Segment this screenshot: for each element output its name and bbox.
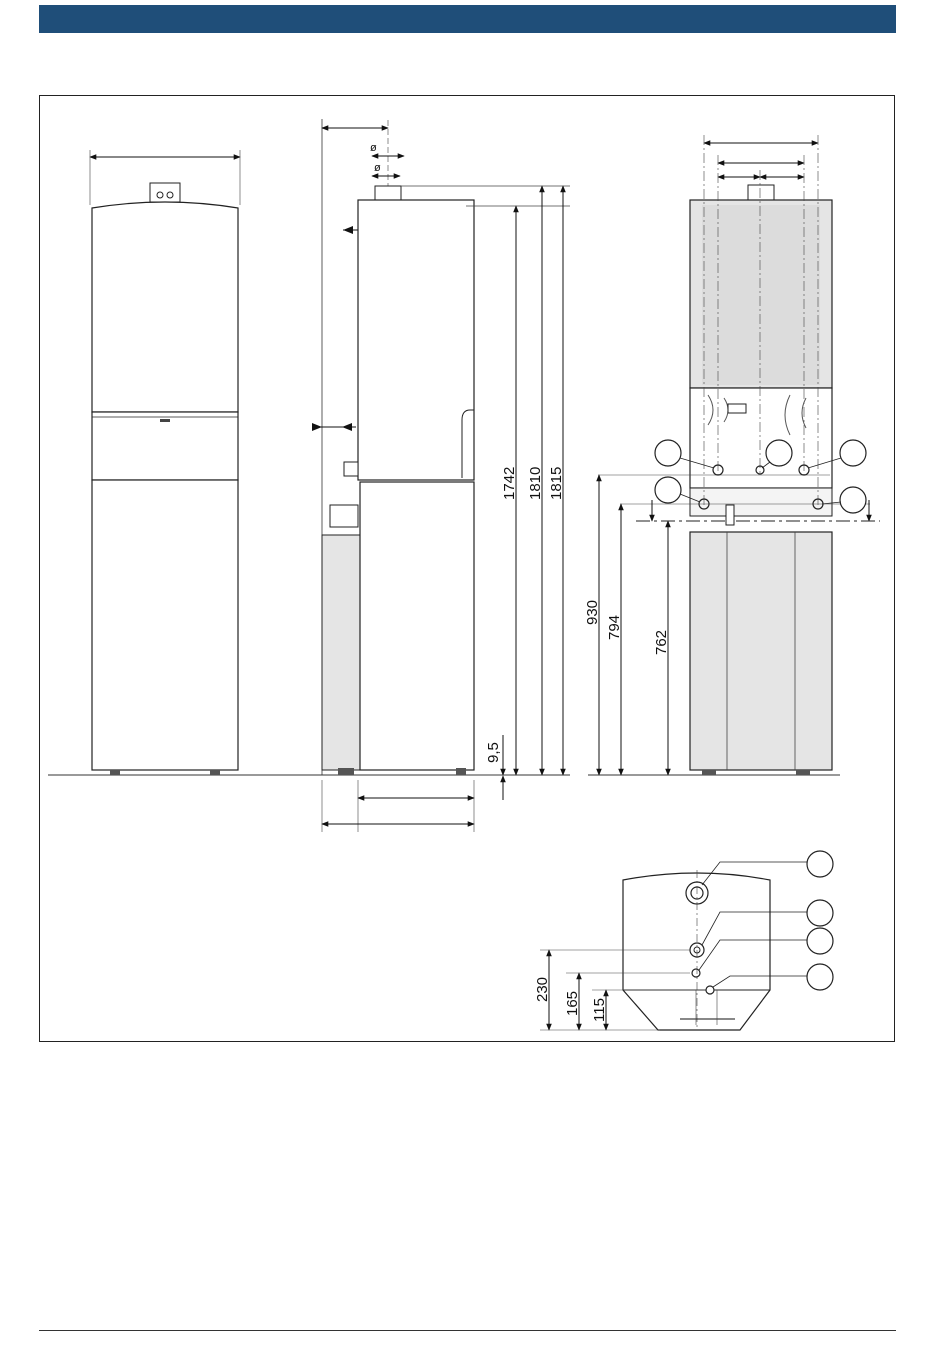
base-view [534, 851, 833, 1030]
side-flue-connector [375, 186, 401, 200]
callout-circle-8 [807, 928, 833, 954]
label-1815: 1815 [548, 466, 565, 500]
label-794: 794 [606, 614, 623, 640]
side-upper-casing [358, 200, 474, 480]
label-762: 762 [653, 629, 670, 655]
callout-circle-1 [655, 440, 681, 466]
callout-circle-3 [840, 440, 866, 466]
label-9-5: 9,5 [485, 742, 502, 763]
front-lower-casing [92, 480, 238, 770]
diameter-label-inner: ø [374, 162, 381, 174]
label-115: 115 [591, 998, 608, 1022]
rear-cylinder [690, 532, 832, 770]
side-view [312, 119, 570, 832]
base-pipe-3 [706, 986, 714, 994]
rear-flue-connector [748, 185, 774, 201]
base-pipe-2 [692, 969, 700, 977]
callout-circle-7 [807, 900, 833, 926]
label-165: 165 [564, 990, 581, 1016]
callout-circle-4 [655, 477, 681, 503]
side-valve-lower [330, 505, 358, 527]
diameter-label-outer: ø [370, 142, 377, 154]
label-930: 930 [584, 599, 601, 625]
callout-circle-5 [840, 487, 866, 513]
flue-connector [150, 183, 180, 202]
rear-connection-frame [690, 488, 832, 516]
label-1742: 1742 [501, 466, 518, 500]
label-1810: 1810 [527, 466, 544, 500]
callout-circle-6 [807, 851, 833, 877]
callout-circle-9 [807, 964, 833, 990]
front-view [90, 150, 240, 775]
label-230: 230 [534, 976, 551, 1002]
rear-view [584, 135, 880, 775]
side-valve-upper [344, 462, 358, 476]
side-lower-casing [360, 482, 474, 770]
front-control-panel [92, 412, 238, 480]
rear-connection-area [690, 388, 832, 488]
side-cylinder-wall-section [322, 535, 360, 770]
front-upper-casing [92, 202, 238, 412]
